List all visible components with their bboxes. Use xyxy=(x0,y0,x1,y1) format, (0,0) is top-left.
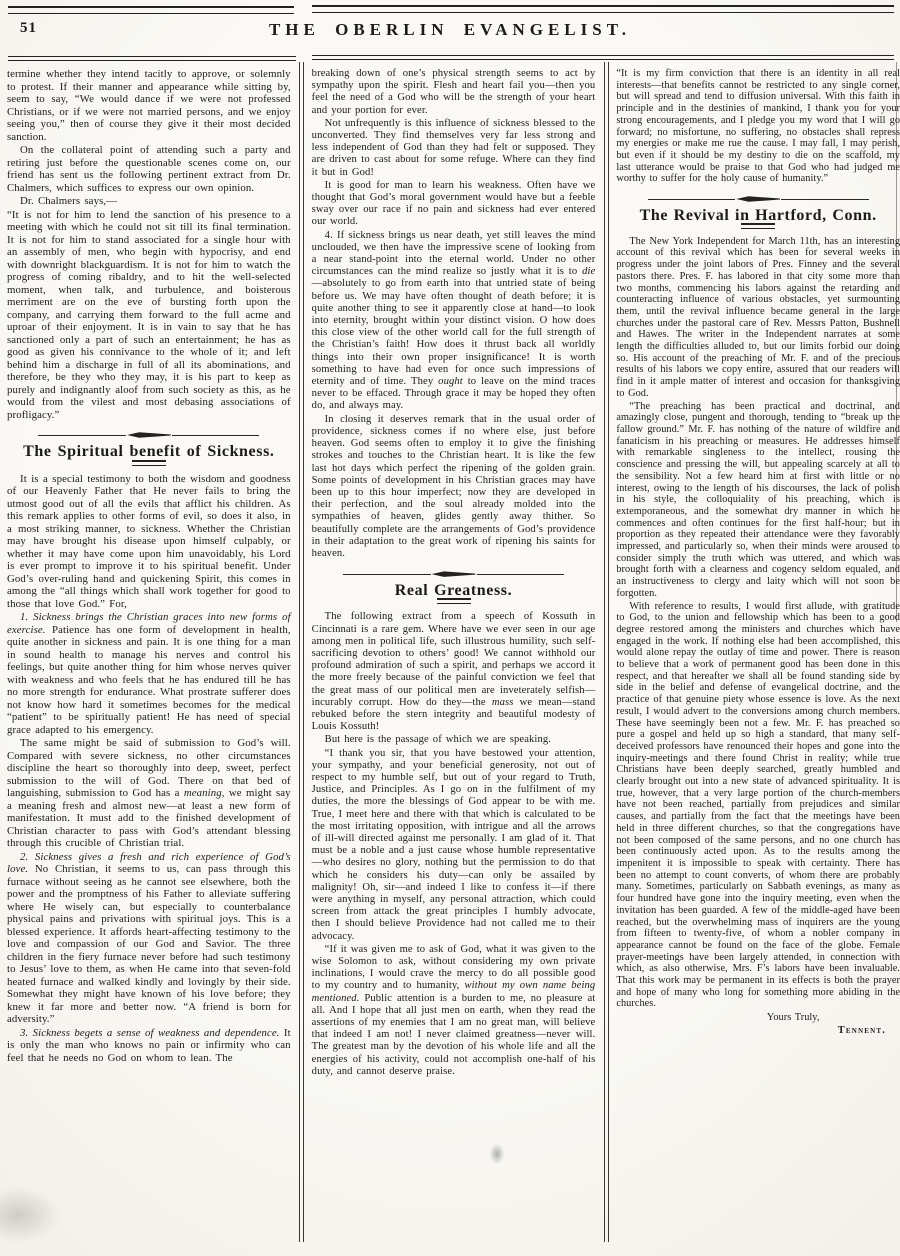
column-1 xyxy=(7,68,291,1079)
section-divider xyxy=(343,571,564,577)
paragraph: “I thank you sir, that you have bestowed your attention, your sympathy, and your beneficial generosity, not out of respect to my humble self, but out of your regard to Truth, Justice, and Principles. As I go on in the fulfilment of my duties, the more the blessings of God appear to be with me. True, I meet here and there with that which is calculated to be the most irritating opposition, with intrigue and all the arrows of ill-will directed against me personally. I am glad of it. That must be a noble and a just cause whose humble representative—who desires no glory, nothing but the permission to do that which he considers his duty—can only be assailed by malignity! Oh, sir—and indeed I like to confess it—if there were anything in myself, any personal attraction, which could screen from attack the great principles I humbly advocate, then I should believe Providence had not called me to their advocacy. xyxy=(311,747,596,942)
section-divider xyxy=(648,196,869,202)
paragraph: Not unfrequently is this influence of sickness blessed to the unconverted. They find themselves very far less strong and less independent of God than they had felt or supposed. They are driven to cast about for some refuge. Where can they find it but in God! xyxy=(311,117,596,178)
paragraph: “It is my firm conviction that there is an identity in all real interests—that benefits cannot be restricted to any single corner, but will spread and tend to diffusion universal. With this faith in principle and in the destinies of mankind, I thank you for your strong encouragements, and I pledge you my word that I will go forward; no misfortune, no suffering, no obstacles shall repress my energies or make me rue the cause. I may fall, I may perish, but even if it should be my destiny to die on the scaffold, my last utterance would be praise to that God who had judged me worthy to suffer for the holy cause of humanity.” xyxy=(616,68,900,185)
divider-ornament-icon xyxy=(127,432,171,438)
signature-closing: Yours Truly, xyxy=(766,1012,820,1024)
columns xyxy=(0,62,900,1079)
paragraph: 3. Sickness begets a sense of weakness and dependence. It is only the man who knows no pain or infirmity who can feel that he needs no God on whom to lean. The xyxy=(7,1026,291,1064)
column-2 xyxy=(312,68,596,1079)
paragraph: 2. Sickness gives a fresh and rich experience of God’s love. No Christian, it seems to us, can pass through this furnace without seeing as he cannot see elsewhere, both the power and the promptness of his Father to alleviate suffering where He wisely can, but especially to counterbalance physical pains and privations with spiritual joys. This is a blessed experience. It affords heart-affecting testimony to the love and compassion of our God and Savior. The three children in the fiery furnace never before had such testimony to Jesus’ love to them, as when He came into that seven-fold heated furnace and walked kindly and lovingly by their side. Somewhat they might have known of his love before; they knew it far more and better now. “A friend is born for adversity.” xyxy=(7,850,291,1025)
paragraph: Dr. Chalmers says,— xyxy=(20,195,118,207)
article-heading-revival: The Revival in Hartford, Conn. xyxy=(639,207,877,225)
paragraph: The following extract from a speech of Kossuth in Cincinnati is a rare gem. Where have we ever seen in our age among men in political life, such illustrous humility, such self-sacrificing devotion to others’ good! We cannot withhold our profound admiration of such a spirit, and perhaps we accord it the more freely because of the painful conviction we feel that the great mass of our political men are inveterately selfish—incurably corrupt. How do they—the mass we mean—stand rebuked before the stern integrity and beautiful modesty of Louis Kossuth! xyxy=(311,611,596,733)
heading-rule xyxy=(437,598,471,604)
paragraph: On the collateral point of attending such a party and retiring just before the questionable scenes come on, our friend has sent us the following pertinent extract from Dr. Chalmers, which suffices to express our own opinion. xyxy=(7,144,291,194)
article-heading-greatness: Real Greatness. xyxy=(394,582,513,600)
paragraph: 1. Sickness brings the Christian graces into new forms of exercise. Patience has one form of development in health, quite another in sickness and pain. It is one thing for a man in sound health to manage his nerves and control his feelings, but quite another thing for him whose nerves quiver with weakness and who feels that he has endured till he has no more strength for endurance. What prostrate sufferer does not know how hard it sometimes becomes for the medical “patient” to be spiritually patient! He has need of special grace adapted to his emergency. xyxy=(7,611,291,736)
signature-name: Tennent. xyxy=(837,1024,887,1036)
paragraph: It is a special testimony to both the wisdom and goodness of our Heavenly Father that He never fails to bring the utmost good out of all the evils that afflict his children. As this remark applies to other forms of evil, so does it also, in a most striking manner, to sickness. Whether the Christian may have brought his disease upon himself culpably, or whether it may have come upon him unavoidably, his Lord is ever prompt to improve it to his spiritual benefit. Under God’s over-ruling hand and quickening Spirit, this comes in among the “all things which shall work together for good to those that love God.” For, xyxy=(7,472,291,610)
article-heading-sickness: The Spiritual benefit of Sickness. xyxy=(23,443,275,460)
paragraph: But here is the passage of which we are speaking. xyxy=(324,734,551,746)
page-number: 51 xyxy=(20,20,37,36)
paragraph: breaking down of one’s physical strength seems to act by sympathy upon the spirit. Flesh and heart fail you—then you feel the need of a God who will be the strength of your heart and your portion for ever. xyxy=(311,68,596,116)
heading-rule xyxy=(132,460,166,466)
paragraph: “The preaching has been practical and doctrinal, and amazingly close, pungent and thorough, tending to “break up the fallow ground.” Mr. F. has nothing of the nature of wildfire and fanaticism in his preaching or measures. He addresses himself with remarkable singleness to the intellect, rousing the conscience and pressing the will, but appealing scarcely at all to the sensibility. Not a few heard him at first with little or no interest, owing to the length of his discourses, the lack of polish in his style, the colloquiality of his preaching, which is extemporaneous, and the somewhat dry manner in which he commences and often continues for the first half-hour; but in proportion as they repeated their attendance were they favorably impressed, and particularly so, when their minds were aroused to consider simply the truth which was uttered, and which was brought forth with a clearness and cogency seldom equaled, and an instructiveness to clergy and laity which will not soon be forgotten. xyxy=(616,400,900,599)
column-3 xyxy=(616,68,900,1079)
header-rule-right xyxy=(312,55,894,60)
paragraph: “If it was given me to ask of God, what it was given to the wise Solomon to ask, without considering my own private inclinations, I would crave the mercy to do all possible good to my country and to humanity, without my own name being mentioned. Public attention is a burden to me, no pleasure at all. And I hope that all just men on earth, when they read the assertions of my enemies that I am no great man, will believe that indeed I am not! I never claimed greatness—never will. The greatest man by the devotion of his whole life and all the energies of his activity, could not accomplish one-half of his duty, and cannot deserve praise. xyxy=(311,943,596,1077)
paragraph: In closing it deserves remark that in the usual order of providence, sickness comes if no where else, just before heaven. God seems often to employ it to give the finishing strokes and touches to the Christian heart. It is like the few last hot days which perfect the ripening of the golden grain. Some points of development in his Christian graces may have been up to this hour imperfect; now they are developed in their perfection, and the soul already molded into the sympathies of heaven, glides gently away thither. So beautifully complete are the arrangements of God’s providence in their adaptation to the great work of ripening his saints for heaven. xyxy=(311,413,596,559)
paragraph: 4. If sickness brings us near death, yet still leaves the mind unclouded, we then have the impressive scene of looking from a near stand-point into the eternal world. Under no other circumstances can the mind realize so justly what it is to die—absolutely to go from earth into that untried state of being before us. We may have often thought of death before; it is quite another thing to see it apparently close at hand—to look into eternity, brought within your distinct vision. O how does this close view of the other world call for the full strength of the Christian’s faith! How does it thrust back all worldly things into their own proper insignificance! It is worth something to have had even for once such impressions of eternity and of time. They ought to leave on the mind traces never to be effaced. Through grace it may be hoped they often do, and always may. xyxy=(311,229,596,412)
masthead-title: THE OBERLIN EVANGELIST. xyxy=(268,20,632,39)
divider-ornament-icon xyxy=(736,196,780,202)
page-header xyxy=(0,0,900,62)
paragraph: termine whether they intend tacitly to approve, or solemnly to protest. If their manner and appearance while sitting by, seem to say, “We would dance if we were not professed Christians, or if we were not married persons, and we enjoy seeing you,” then of course they give it their most decided sanction. xyxy=(7,68,291,143)
section-divider xyxy=(38,432,259,438)
paragraph: It is good for man to learn his weakness. Often have we thought that God’s moral government would have but a feeble sway over our race if no pain and sickness had ever entered our world. xyxy=(311,179,596,228)
paragraph: The same might be said of submission to God’s will. Compared with severe sickness, no other circumstances discipline the heart so thoroughly into deep, sweet, perfect submission to the will of God. There on that bed of languishing, submission to God has a meaning, we might say a meaning fresh and almost new—at least a new form of manifestation. It must add to the finished development of Christian character to pass with God’s attendant blessing through this crucible of Christian trial. xyxy=(7,737,291,849)
paragraph: “It is not for him to lend the sanction of his presence to a meeting with which he could not sit till its final termination. It is not for him to stand associated for a single hour with an assembly of men, who begin with hypocrisy, and end with downright blackguardism. It is not for him to watch the progress of coming ribaldry, and to hit the well-selected moment, when talk, and turbulence, and boisterous merriment are on the eve of bursting forth upon the company, and carrying them forward to the full acme and uproar of their enjoyment. It is in vain to say that he has sanctioned only a part of such an entertainment; he has as good as given his connivance to the whole of it; and left behind him a discharge in full of all its abominations, and therefore, be they who they may, it is his part to keep as purely and indignantly aloof from such society as this, as he would from the vilest and most debasing associations of profligacy.” xyxy=(7,208,291,421)
divider-ornament-icon xyxy=(432,571,476,577)
paragraph: With reference to results, I would first allude, with gratitude to God, to the union and fellowship which has been to a good degree restored among the ministers and churches which have engaged in the work. If nothing else had been accomplished, this would alone repay the outlay of time and power. There is reason to believe that a work of permanent good has been done in this respect, and that hereafter we shall all be found standing side by side in the belief and defense of evangelical doctrine, and the practice of that genuine piety whose essence is love. As the next result, I would advert to the conversions among church members. These have seemingly been not a few. Mr. F. has preached so pure a gospel and held up so high a standard, that many self-deceived professors have renounced their hopes and gone into the inquiry-meetings and there found Christ in reality; while true Christians have been deeply searched, greatly humbled and clearly brought out into a new state of advanced spirituality. It is true, however, that a very large portion of the church-members have not been reached, partially from prejudices and similar causes, and partially from the fact that the meetings have been held in three different churches, so that the congregations have not been composed of the same persons, and no one church has been continuously acted upon. As to the results among the impenitent it is impossible to speak with certainty. There has been no attempt to count converts, of whom there are probably many. Sometimes, particularly on Sabbath evenings, as many as four hundred have gone into the inquiry meeting, even when the invitation has been guarded. A few of the middle-aged have been reached, but the overwhelming mass of inquirers are the young from fifteen to twenty-five, of whom a nobler company in appearance cannot be found on the face of the globe. Female prayer-meetings have been largely attended, in connection with which, as also otherwise, Mrs. F’s labors have been invaluable. That this work may be permanent in its effects is both the prayer and hope of many who long for something more abiding in the churches. xyxy=(616,600,900,1010)
paragraph: The New York Independent for March 11th, has an interesting account of this revival which has been for several weeks in progress under the joint labors of Pres. Finney and the several pastors there. Pres. F. has labored in that city some more than two months, commencing his labors against the retarding and counteracting influence of various obstacles, yet surmounting them, until the revival influence became general in the large churches under the pastoral care of Rev. Messrs Patton, Bushnell and Hawes. The writer in the Independent narrates at some length the difficulties alluded to, but our limits forbid our doing so. His account of the preaching of Mr. F. and of the precious results of his labors we copy entire, assured that our readers will find in it ample matter of interest and occasion for thanksgiving to God. xyxy=(616,235,900,399)
header-rule-left xyxy=(8,56,296,61)
